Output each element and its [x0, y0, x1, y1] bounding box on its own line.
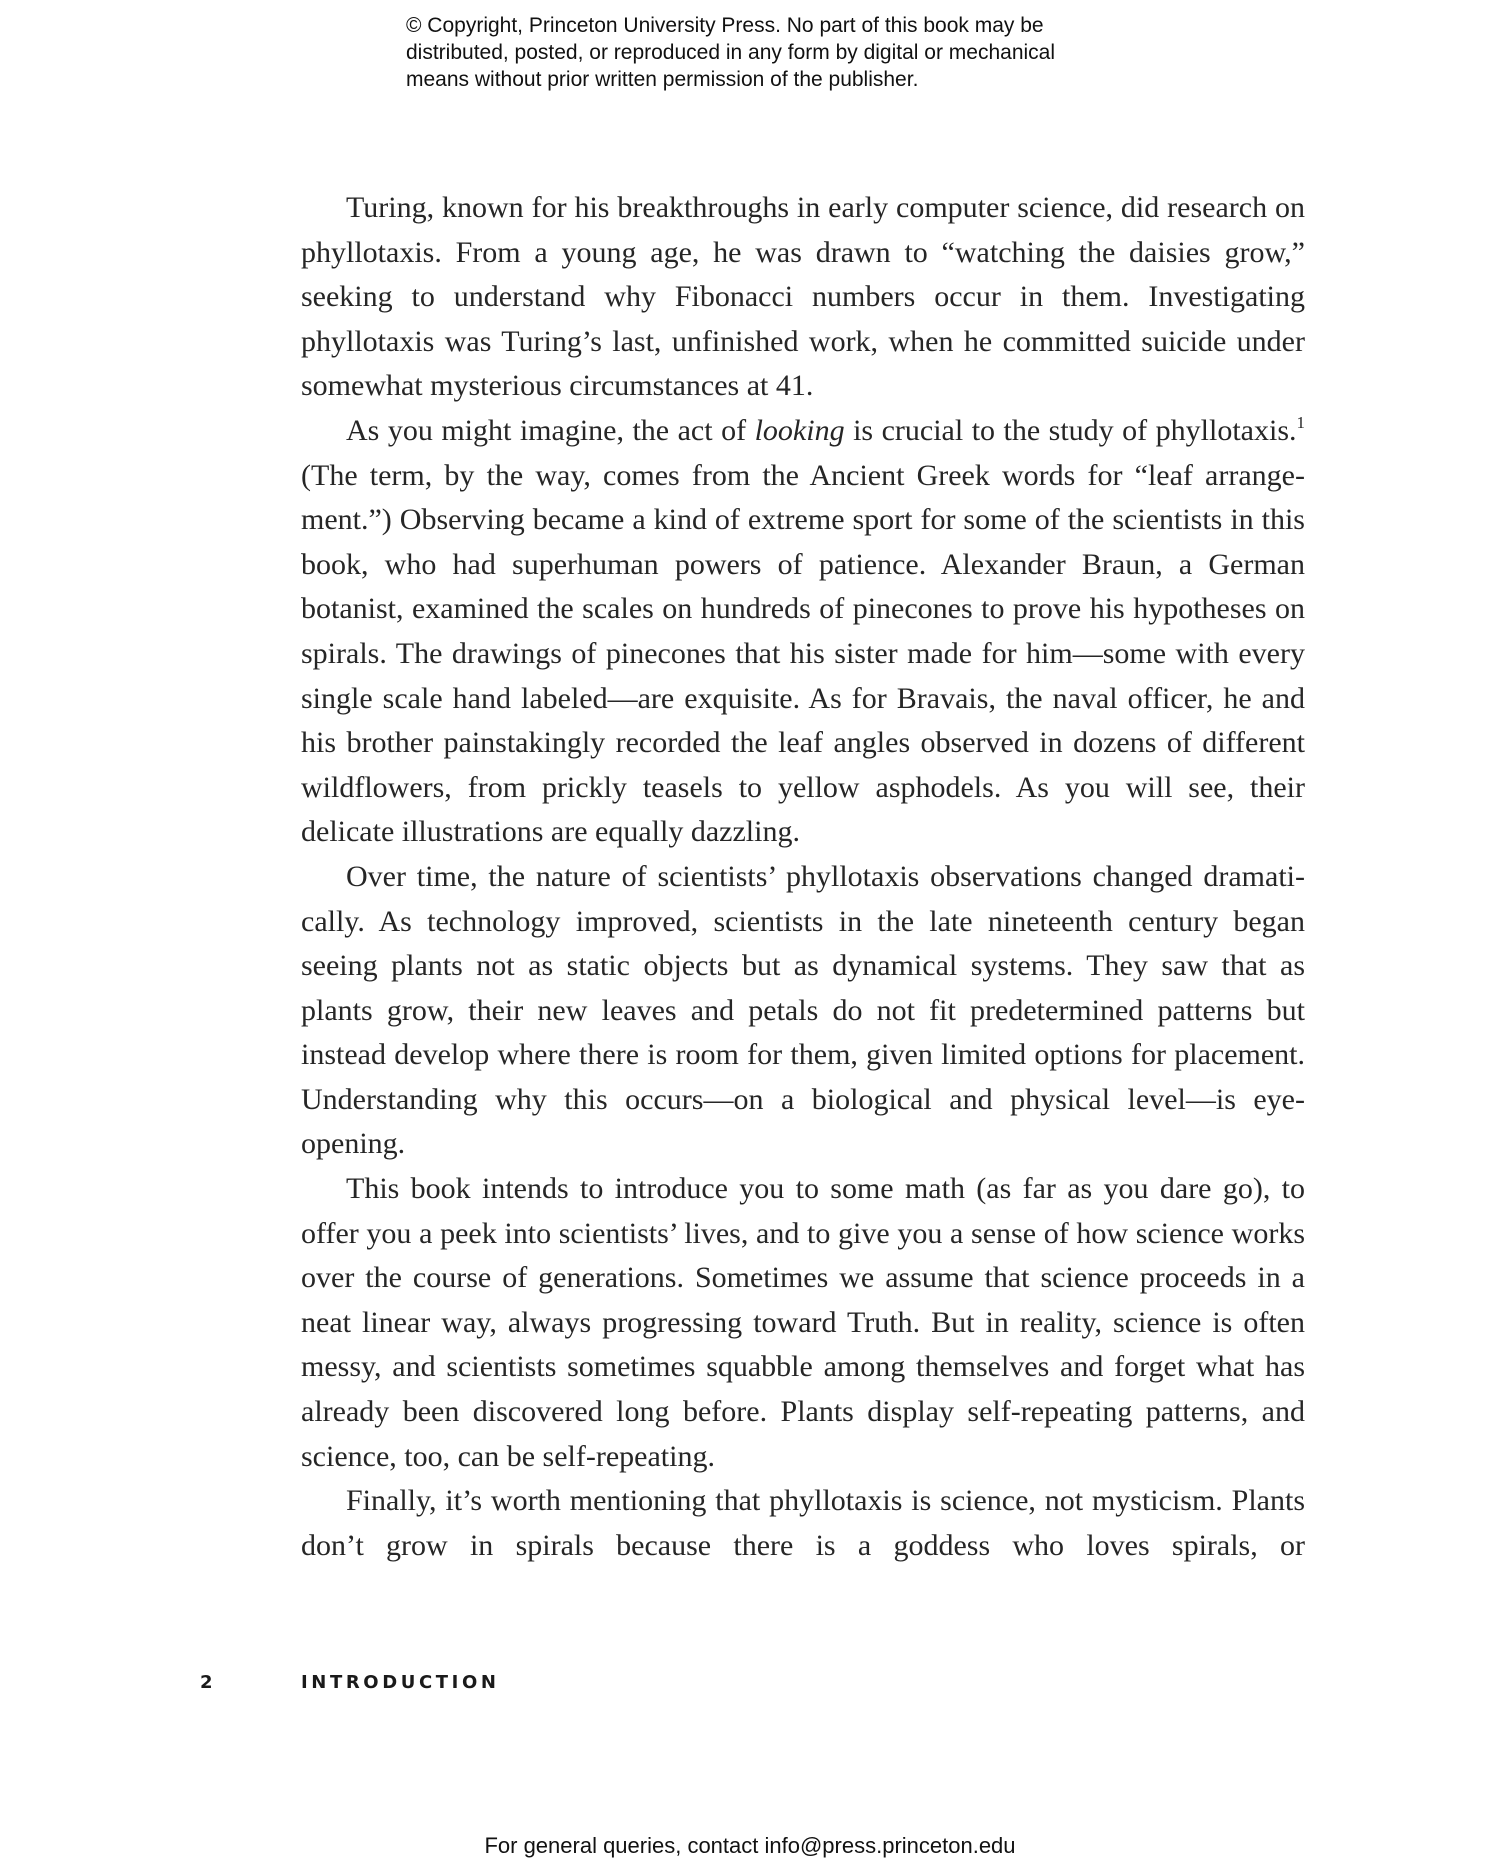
- paragraph-5: Finally, it’s worth mentioning that phyllotaxis is science, not mysticism. Plants don’t grow in spirals because there is a goddess who loves spirals, or: [301, 1484, 1305, 1562]
- paragraph-2-start: As you might imagine, the act of: [346, 413, 755, 447]
- copyright-line-1: © Copyright, Princeton University Press. No part of this book may be: [406, 14, 1044, 37]
- paragraph-2-end: (The term, by the way, comes from the Ancient Greek words for “leaf arrangement.”) Observing became a kind of extreme sport for some of the scientists in this book, who had superhuman powers of patience. Alexander Braun, a German botanist, examined the scales on hundreds of pinecones to prove his hypotheses on spirals. The drawings of pinecones that his sister made for him—some with every single scale hand labeled—are exquisite. As for Bravais, the naval officer, he and his brother painstakingly recorded the leaf angles observed in dozens of different wildflowers, from prickly teasels to yellow asphodels. As you will see, their delicate illustrations are equally dazzling.: [301, 458, 1305, 849]
- copyright-line-2: distributed, posted, or reproduced in any form by digital or mechanical: [406, 41, 1056, 64]
- body-text: [301, 186, 1305, 1568]
- emphasis-looking: looking: [754, 413, 845, 447]
- footer-contact: For general queries, contact info@press.princeton.edu: [484, 1833, 1016, 1858]
- paragraph-2-middle: is crucial to the study of phyllotaxis.: [844, 413, 1297, 447]
- footnote-reference[interactable]: 1: [1296, 412, 1305, 432]
- running-head: INTRODUCTION: [301, 1672, 500, 1693]
- copyright-line-3: means without prior written permission of the publisher.: [406, 68, 919, 91]
- copyright-notice: [406, 12, 1126, 93]
- page-number: 2: [200, 1672, 213, 1693]
- paragraph-1: Turing, known for his breakthroughs in early computer science, did research on phyllotaxis. From a young age, he was drawn to “watching the daisies grow,” seeking to understand why Fibonacci numbers occur in them. Investigating phyllotaxis was Turing’s last, unfinished work, when he committed suicide under somewhat mysterious circumstances at 41.: [301, 191, 1305, 403]
- paragraph-4: This book intends to introduce you to some math (as far as you dare go), to offer you a peek into scientists’ lives, and to give you a sense of how science works over the course of generations. Sometimes we assume that science proceeds in a neat linear way, always progressing toward Truth. But in reality, science is often messy, and scientists sometimes squabble among themselves and forget what has already been discovered long before. Plants display self-repeating patterns, and science, too, can be self-repeating.: [301, 1172, 1305, 1473]
- paragraph-2: [301, 409, 1305, 855]
- paragraph-3: Over time, the nature of scientists’ phyllotaxis observations changed dramatically. As technology improved, scientists in the late nineteenth century began seeing plants not as static objects but as dynamical systems. They saw that as plants grow, their new leaves and petals do not fit predetermined patterns but instead develop where there is room for them, given limited options for placement. Understanding why this occurs—on a biological and physical level—is eye-opening.: [301, 859, 1305, 1161]
